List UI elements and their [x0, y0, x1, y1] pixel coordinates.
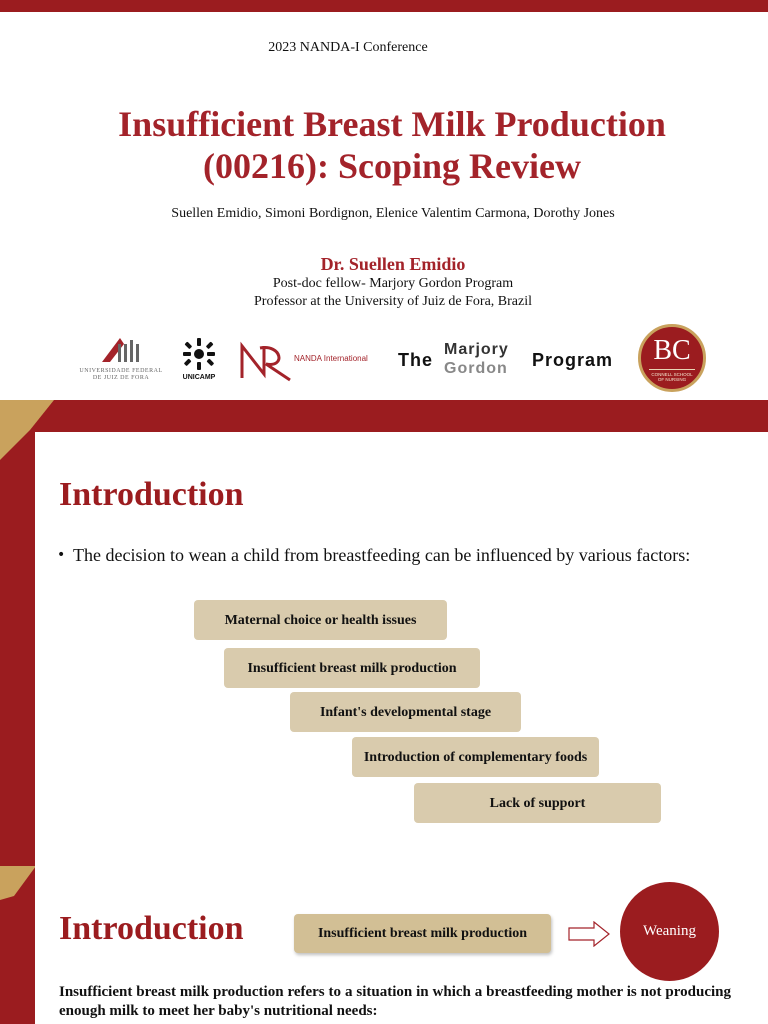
nanda-logo-text: NANDA International	[294, 354, 368, 363]
introduction-panel-2	[35, 866, 768, 1024]
boston-college-logo	[638, 324, 706, 392]
corner-star-icon-2	[0, 866, 40, 900]
factor-box: Introduction of complementary foods	[352, 737, 599, 777]
unicamp-logo-text: UNICAMP	[182, 374, 216, 381]
introduction-heading-2: Introduction	[59, 910, 244, 947]
factor-box: Infant's developmental stage	[290, 692, 521, 732]
intro-bullet-text: The decision to wean a child from breastfeeding can be influenced by various factors:	[73, 545, 691, 565]
title-line-1: Insufficient Breast Milk Production	[118, 104, 666, 144]
mg-logo-the: The	[398, 350, 434, 370]
ufjf-logo	[76, 334, 166, 386]
conference-label: 2023 NANDA-I Conference	[268, 40, 428, 55]
bc-logo-letters: BC	[653, 335, 691, 366]
factor-box: Lack of support	[414, 783, 661, 823]
presentation-title	[40, 103, 744, 187]
intro-bullet	[57, 544, 709, 567]
top-accent-bar	[0, 0, 768, 12]
introduction-slide	[0, 400, 768, 866]
nanda-logo	[238, 340, 388, 382]
introduction-heading: Introduction	[59, 476, 244, 513]
mg-logo-gordon: Gordon	[444, 360, 508, 377]
title-slide	[0, 0, 768, 400]
presenter-name: Dr. Suellen Emidio	[320, 254, 466, 274]
ufjf-mark-icon	[98, 334, 142, 364]
presenter-role-1: Post-doc fellow- Marjory Gordon Program	[272, 276, 514, 291]
factor-box: Maternal choice or health issues	[194, 600, 447, 640]
title-line-2: (00216): Scoping Review	[203, 146, 581, 186]
unicamp-mark-icon	[174, 336, 224, 374]
bc-logo-text: CONNELL SCHOOL OF NURSING	[649, 369, 695, 382]
definition-text: Insufficient breast milk production refers to a situation in which a breastfeeding mother is not producing enough milk to meet her baby's nutritional needs:	[59, 984, 731, 1019]
introduction-slide-2	[0, 866, 768, 1024]
weaning-circle: Weaning	[620, 882, 719, 981]
right-arrow-icon	[568, 921, 610, 947]
author-list: Suellen Emidio, Simoni Bordignon, Elenice Valentim Carmona, Dorothy Jones	[171, 206, 615, 221]
introduction-panel	[35, 432, 768, 866]
nanda-mark-icon	[238, 340, 294, 382]
mg-logo-marjory: Marjory	[444, 341, 509, 358]
mg-logo-program: Program	[532, 350, 614, 370]
logo-strip	[0, 322, 768, 394]
insufficient-milk-box: Insufficient breast milk production	[294, 914, 551, 953]
presenter-role-2: Professor at the University of Juiz de Fora, Brazil	[254, 294, 532, 309]
unicamp-logo	[174, 336, 224, 386]
factor-box: Insufficient breast milk production	[224, 648, 480, 688]
marjory-gordon-program-logo	[398, 340, 622, 382]
bullet-dot-icon: •	[57, 547, 66, 563]
ufjf-logo-text: UNIVERSIDADE FEDERAL DE JUIZ DE FORA	[79, 368, 163, 381]
